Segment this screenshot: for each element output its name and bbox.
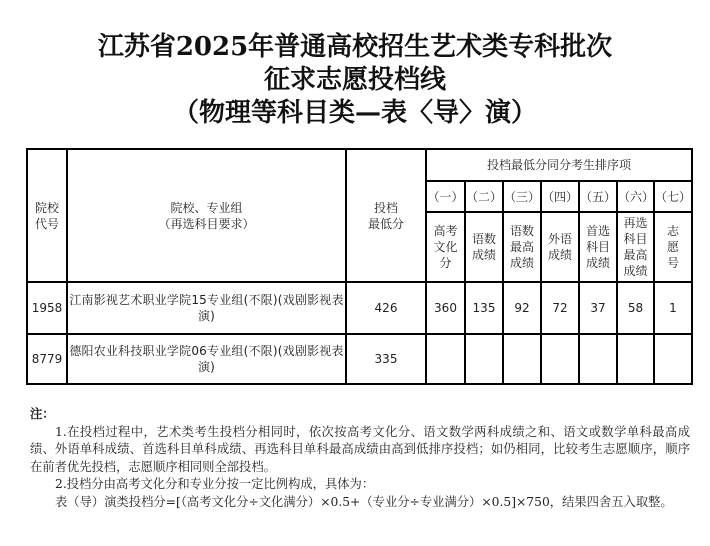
label-line: 成绩: [623, 264, 648, 278]
header-tiebreak-index-5: （五）: [579, 181, 617, 212]
header-min-score-line2: 最低分: [367, 216, 404, 231]
header-tiebreak-index-7: （七）: [654, 181, 692, 212]
cell-tiebreak-3: 92: [503, 282, 541, 334]
header-tiebreak-label-7: [654, 212, 692, 282]
label-line: 首选: [585, 224, 610, 238]
notes-label: 注：: [30, 407, 55, 421]
cell-school-group: 德阳农业科技职业学院06专业组(不限)(戏剧影视表演): [67, 334, 346, 384]
label-line: 成绩: [471, 248, 496, 262]
header-school-group: [67, 149, 346, 282]
label-line: 科目: [585, 240, 610, 254]
label-line: 科目: [623, 232, 648, 246]
header-tiebreak-label-3: [503, 212, 541, 282]
cell-school-code: 8779: [27, 334, 67, 384]
cell-tiebreak-3: [503, 334, 541, 384]
label-line: 语数: [471, 232, 496, 246]
cell-tiebreak-4: [541, 334, 579, 384]
cell-min-score: 335: [346, 334, 426, 384]
label-line: 文化: [433, 240, 458, 254]
label-line: 愿: [666, 240, 679, 254]
note-item-1: 1.在投档过程中，艺术类考生投档分相同时，依次按高考文化分、语文数学两科成绩之和、语文或数学单科最高成绩、外语单科成绩、首选科目单科成绩、再选科目单科最高成绩由高到低排序投档；如仍相同，比较考生志愿顺序，顺序在前者优先投档，志愿顺序相同则全部投档。: [30, 424, 690, 474]
header-tiebreak-index-6: （六）: [617, 181, 654, 212]
cell-school-code: 1958: [27, 282, 67, 334]
header-school-group-line1: 院校、专业组: [170, 200, 243, 215]
label-line: 语数: [509, 224, 534, 238]
label-line: 外语: [547, 232, 572, 246]
page-title-line-2: 征求志愿投档线: [263, 65, 446, 95]
label-line: 号: [666, 256, 679, 270]
cell-tiebreak-1: [426, 334, 465, 384]
cell-tiebreak-5: [579, 334, 617, 384]
cell-school-group: 江南影视艺术职业学院15专业组(不限)(戏剧影视表演): [67, 282, 346, 334]
header-min-score-line1: 投档: [373, 200, 398, 215]
note-formula: 表（导）演类投档分=[（高考文化分÷文化满分）×0.5+（专业分÷专业满分）×0.5]×750，结果四舍五入取整。: [55, 494, 673, 509]
cell-tiebreak-4: 72: [541, 282, 579, 334]
header-tiebreak-index-3: （三）: [503, 181, 541, 212]
header-tiebreak-index-2: （二）: [465, 181, 503, 212]
label-line: 成绩: [509, 256, 534, 270]
header-min-score: [346, 149, 426, 282]
notes-section: [30, 406, 690, 511]
header-tiebreak-label-2: [465, 212, 503, 282]
admission-score-table: [26, 148, 693, 385]
header-tiebreak-title: 投档最低分同分考生排序项: [426, 149, 692, 181]
cell-tiebreak-2: [465, 334, 503, 384]
header-tiebreak-label-5: [579, 212, 617, 282]
header-school-code-line2: 代号: [34, 216, 59, 231]
table-row: [27, 334, 692, 384]
label-line: 成绩: [547, 248, 572, 262]
cell-tiebreak-1: 360: [426, 282, 465, 334]
cell-min-score: 426: [346, 282, 426, 334]
page-title-line-3: （物理等科目类—表〈导〉演）: [172, 98, 537, 128]
table-row: [27, 282, 692, 334]
label-line: 最高: [623, 248, 648, 262]
cell-tiebreak-6: 58: [617, 282, 654, 334]
label-line: 再选: [623, 216, 648, 230]
label-line: 分: [439, 256, 452, 270]
label-line: 志: [666, 224, 679, 238]
header-tiebreak-index-1: （一）: [426, 181, 465, 212]
header-school-group-line2: （再选科目要求）: [158, 216, 255, 231]
header-tiebreak-index-4: （四）: [541, 181, 579, 212]
header-tiebreak-label-1: [426, 212, 465, 282]
cell-tiebreak-7: 1: [654, 282, 692, 334]
header-tiebreak-label-4: [541, 212, 579, 282]
cell-tiebreak-7: [654, 334, 692, 384]
header-tiebreak-label-6: [617, 212, 654, 282]
cell-tiebreak-6: [617, 334, 654, 384]
cell-tiebreak-5: 37: [579, 282, 617, 334]
label-line: 成绩: [585, 256, 610, 270]
label-line: 最高: [509, 240, 534, 254]
label-line: 高考: [433, 224, 458, 238]
note-item-2: 2.投档分由高考文化分和专业分按一定比例构成，具体为：: [55, 477, 375, 491]
header-school-code: [27, 149, 67, 282]
page-title-line-1: 江苏省2025年普通高校招生艺术类专科批次: [97, 32, 613, 62]
header-school-code-line1: 院校: [34, 200, 59, 215]
cell-tiebreak-2: 135: [465, 282, 503, 334]
